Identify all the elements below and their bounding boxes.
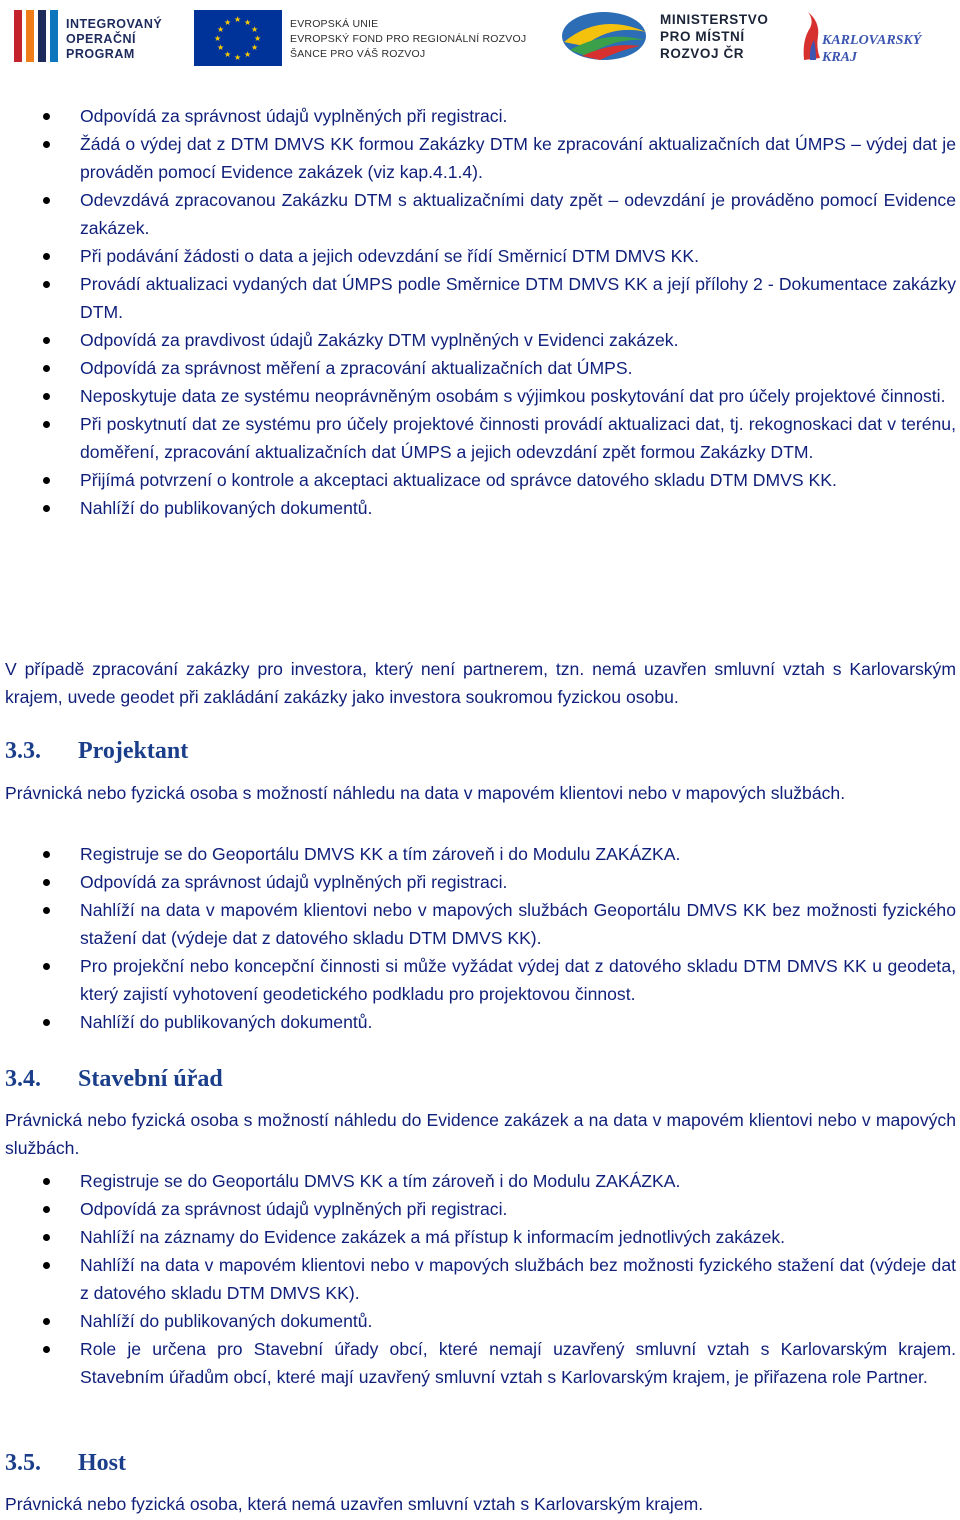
bullet-icon bbox=[43, 281, 50, 288]
bullet-icon bbox=[43, 113, 50, 120]
list-item: Nahlíží na data v mapovém klientovi nebo v mapových službách Geoportálu DMVS KK bez možnosti fyzického stažení dat (výdeje dat z datového skladu DTM DMVS KK). bbox=[0, 896, 956, 952]
list-item: Přijímá potvrzení o kontrole a akceptaci aktualizace od správce datového skladu DTM DMVS KK. bbox=[0, 466, 956, 494]
section-number: 3.3. bbox=[5, 738, 41, 764]
list-item: Nahlíží do publikovaných dokumentů. bbox=[0, 494, 956, 522]
iop-logo-line-1: INTEGROVANÝ bbox=[66, 17, 163, 31]
iop-logo-bar-red bbox=[14, 10, 22, 62]
section-title: Stavební úřad bbox=[78, 1066, 223, 1092]
bullet-icon bbox=[43, 253, 50, 260]
list-item: Pro projekční nebo koncepční činnosti si může vyžádat výdej dat z datového skladu DTM DMVS KK u geodeta, který zajistí vyhotovení geodetického podkladu pro projektovou činnost. bbox=[0, 952, 956, 1008]
kk-logo-line-1: KARLOVARSKÝ bbox=[822, 33, 922, 48]
eu-flag-icon: ★ ★ ★ ★ ★ ★ ★ ★ ★ ★ ★ ★ bbox=[194, 10, 282, 66]
iop-logo-bar-navy bbox=[38, 10, 46, 62]
bullet-icon bbox=[43, 1262, 50, 1269]
list-item: Při podávání žádosti o data a jejich odevzdání se řídí Směrnicí DTM DMVS KK. bbox=[0, 242, 956, 270]
section-number: 3.5. bbox=[5, 1450, 41, 1476]
section-intro: Právnická nebo fyzická osoba, která nemá uzavřen smluvní vztah s Karlovarským krajem. bbox=[5, 1494, 704, 1514]
list-item: Odpovídá za pravdivost údajů Zakázky DTM vyplněných v Evidenci zakázek. bbox=[0, 326, 956, 354]
iop-logo-bar-blue bbox=[50, 10, 58, 62]
bullet-icon bbox=[43, 393, 50, 400]
bullet-icon bbox=[43, 337, 50, 344]
list-item: Nahlíží do publikovaných dokumentů. bbox=[0, 1008, 956, 1036]
bullet-icon bbox=[43, 421, 50, 428]
bullet-icon bbox=[43, 197, 50, 204]
bullet-list-top bbox=[0, 102, 960, 522]
iop-logo-line-2: OPERAČNÍ bbox=[66, 32, 136, 46]
bullet-icon bbox=[43, 1346, 50, 1353]
section-number: 3.4. bbox=[5, 1066, 41, 1092]
section-intro: Právnická nebo fyzická osoba s možností náhledu do Evidence zakázek a na data v mapovém klientovi nebo v mapových službách. bbox=[5, 1110, 956, 1158]
bullet-icon bbox=[43, 141, 50, 148]
list-item: Neposkytuje data ze systému neoprávněným osobám s výjimkou poskytování dat pro účely projektové činnosti. bbox=[0, 382, 956, 410]
bullet-icon bbox=[43, 1234, 50, 1241]
investor-paragraph: V případě zpracování zakázky pro investora, který není partnerem, tzn. nemá uzavřen smluvní vztah s Karlovarským krajem, uvede geodet při zakládání zakázky jako investora soukromou fyzickou osobu. bbox=[5, 659, 956, 707]
list-item: Nahlíží na data v mapovém klientovi nebo v mapových službách bez možnosti fyzického stažení dat (výdeje dat z datového skladu DTM DMVS KK). bbox=[0, 1251, 956, 1307]
list-item: Provádí aktualizaci vydaných dat ÚMPS podle Směrnice DTM DMVS KK a její přílohy 2 - Dokumentace zakázky DTM. bbox=[0, 270, 956, 326]
mmr-logo-line-1: MINISTERSTVO bbox=[660, 12, 769, 27]
bullet-icon bbox=[43, 879, 50, 886]
list-item: Odpovídá za správnost údajů vyplněných při registraci. bbox=[0, 1195, 956, 1223]
section-intro: Právnická nebo fyzická osoba s možností náhledu na data v mapovém klientovi nebo v mapových službách. bbox=[5, 783, 846, 803]
bullet-icon bbox=[43, 851, 50, 858]
section-heading-host bbox=[5, 1448, 126, 1478]
list-item: Role je určena pro Stavební úřady obcí, které nemají uzavřený smluvní vztah s Karlovarským krajem. Stavebním úřadům obcí, které mají uzavřený smluvní vztah s Karlovarským krajem, je přiřazena role Partner. bbox=[0, 1335, 956, 1391]
bullet-icon bbox=[43, 1019, 50, 1026]
list-item: Žádá o výdej dat z DTM DMVS KK formou Zakázky DTM ke zpracování aktualizačních dat ÚMPS – výdej dat je prováděn pomocí Evidence zakázek (viz kap.4.1.4). bbox=[0, 130, 956, 186]
bullet-icon bbox=[43, 477, 50, 484]
section-heading-projektant bbox=[5, 736, 188, 766]
kk-flame-icon bbox=[800, 10, 822, 62]
eu-logo-line-1: EVROPSKÁ UNIE bbox=[290, 18, 379, 30]
list-item: Registruje se do Geoportálu DMVS KK a tím zároveň i do Modulu ZAKÁZKA. bbox=[0, 840, 956, 868]
mmr-emblem-icon bbox=[560, 6, 652, 64]
list-item: Registruje se do Geoportálu DMVS KK a tím zároveň i do Modulu ZAKÁZKA. bbox=[0, 1167, 956, 1195]
karlovarsky-kraj-logo bbox=[800, 6, 950, 64]
section-heading-stavebni-urad bbox=[5, 1064, 223, 1094]
bullet-icon bbox=[43, 1178, 50, 1185]
section-title: Host bbox=[78, 1450, 126, 1476]
eu-logo-line-2: EVROPSKÝ FOND PRO REGIONÁLNÍ ROZVOJ bbox=[290, 33, 527, 45]
section-title: Projektant bbox=[78, 738, 189, 764]
kk-logo-line-2: KRAJ bbox=[822, 50, 858, 65]
bullet-list-stavebni-urad bbox=[0, 1167, 960, 1391]
page-header bbox=[0, 0, 960, 72]
eu-logo-line-3: ŠANCE PRO VÁŠ ROZVOJ bbox=[290, 48, 426, 60]
bullet-list-projektant bbox=[0, 840, 960, 1036]
list-item: Odevzdává zpracovanou Zakázku DTM s aktualizačními daty zpět – odevzdání je prováděno pomocí Evidence zakázek. bbox=[0, 186, 956, 242]
list-item: Odpovídá za správnost měření a zpracování aktualizačních dat ÚMPS. bbox=[0, 354, 956, 382]
bullet-icon bbox=[43, 907, 50, 914]
bullet-icon bbox=[43, 505, 50, 512]
list-item: Odpovídá za správnost údajů vyplněných při registraci. bbox=[0, 868, 956, 896]
bullet-icon bbox=[43, 365, 50, 372]
bullet-icon bbox=[43, 1318, 50, 1325]
mmr-logo-line-3: ROZVOJ ČR bbox=[660, 46, 745, 61]
mmr-logo-line-2: PRO MÍSTNÍ bbox=[660, 29, 745, 44]
iop-logo-bar-orange bbox=[26, 10, 34, 62]
bullet-icon bbox=[43, 1206, 50, 1213]
mmr-logo bbox=[560, 6, 790, 64]
list-item: Při poskytnutí dat ze systému pro účely projektové činnosti provádí aktualizaci dat, tj. rekognoskaci dat v terénu, doměření, zpracování aktualizačních dat ÚMPS a jejich odevzdání zpět formou Zakázky DTM. bbox=[0, 410, 956, 466]
list-item: Odpovídá za správnost údajů vyplněných při registraci. bbox=[0, 102, 956, 130]
iop-logo-line-3: PROGRAM bbox=[66, 47, 135, 61]
bullet-icon bbox=[43, 963, 50, 970]
eu-logo bbox=[194, 6, 544, 64]
list-item: Nahlíží do publikovaných dokumentů. bbox=[0, 1307, 956, 1335]
iop-logo bbox=[14, 6, 174, 64]
list-item: Nahlíží na záznamy do Evidence zakázek a má přístup k informacím jednotlivých zakázek. bbox=[0, 1223, 956, 1251]
